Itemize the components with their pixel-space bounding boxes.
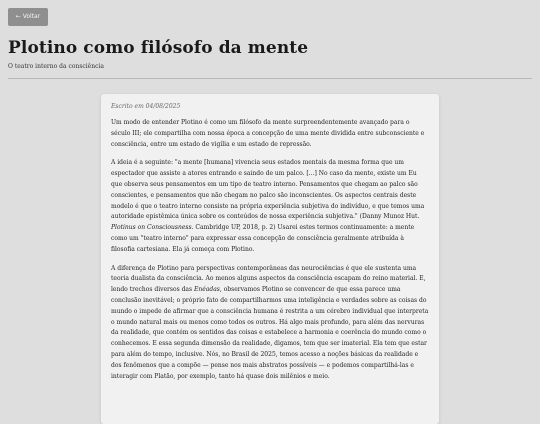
paragraph-2 [111,158,429,255]
book-title: Plotinus on Consciousness [111,224,192,232]
article-body [101,94,439,382]
header-divider [8,78,532,79]
paragraph-1: Um modo de entender Plotino é como um filósofo da mente surpreendentemente avançado para o século III; ele compartilha com nossa época a concepção de uma mente dividida entre subconsciente e consciência, entre um estado de vigília e um estado de repressão. [111,119,425,148]
paragraph-2-text-b: . Cambridge UP, 2018, p. 2) Usarei estes termos continuamente: a mente como um "teatro interno" para expressar essa concepção de consciência geralmente atribuída à filosofia cartesiana. Ela já começa com Plotino. [111,224,415,253]
page-subtitle: O teatro interno da consciência [8,63,104,70]
page-title: Plotino como filósofo da mente [8,38,309,58]
article-card [101,94,439,424]
back-button[interactable]: ← Voltar [8,8,48,26]
paragraph-3 [111,264,429,383]
paragraph-3-text-a: A diferença de Plotino para perspectivas contemporâneas das neurociências é que ele sustenta uma teoria dualista da consciência. Ao menos alguns aspectos da consciência escapam do reino material. E, lendo trechos diversos das [111,264,426,294]
paragraph-3-text-b: , observamos Plotino se convencer de que essa parece uma conclusão inevitável; o próprio fato de compartilharmos uma inteligência e verdades sobre as coisas do mundo o impede de afirmar que a consciência humana é restrita a um cérebro individual que interpreta o mundo natural mais ou menos como todos os outros. Há algo mais profundo, para além das nervuras da realidade, que contém os sentidos das coisas e estabelece a harmonia e coerência do mundo como o conhecemos. E essa segunda dimensão da realidade, digamos, tem que ser imaterial. Ela tem que estar para além do tempo, inclusive. Nós, no Brasil de 2025, temos acesso a noções básicas da realidade e dos fenômenos que a compõe — pense nos mais abstratos possíveis — e podemos compartilhá-las e interagir com Platão, por exemplo, tanto há quase dois milênios e meio. [111,286,429,380]
paragraph-2-text-a: A ideia é a seguinte: "a mente [humana] vivencia seus estados mentais da mesma forma que um espectador que assiste a atores entrando e saindo de um palco. [...] No caso da mente, existe um Eu que observa seus pensamentos em um tipo de teatro interno. Pensamentos que chegam ao palco são conscientes, e pensamentos que não chegam no palco são inconscientes. Os aspectos centrais deste modelo é que o teatro interno consiste na própria experiência subjetiva do indivíduo, e que temos uma autoridade epistêmica única sobre os conteúdos de nossa experiência subjetiva." (Danny Munoz Hut. [111,159,425,221]
work-title: Enéadas [194,286,220,294]
post-date: Escrito em 04/08/2025 [111,103,181,110]
